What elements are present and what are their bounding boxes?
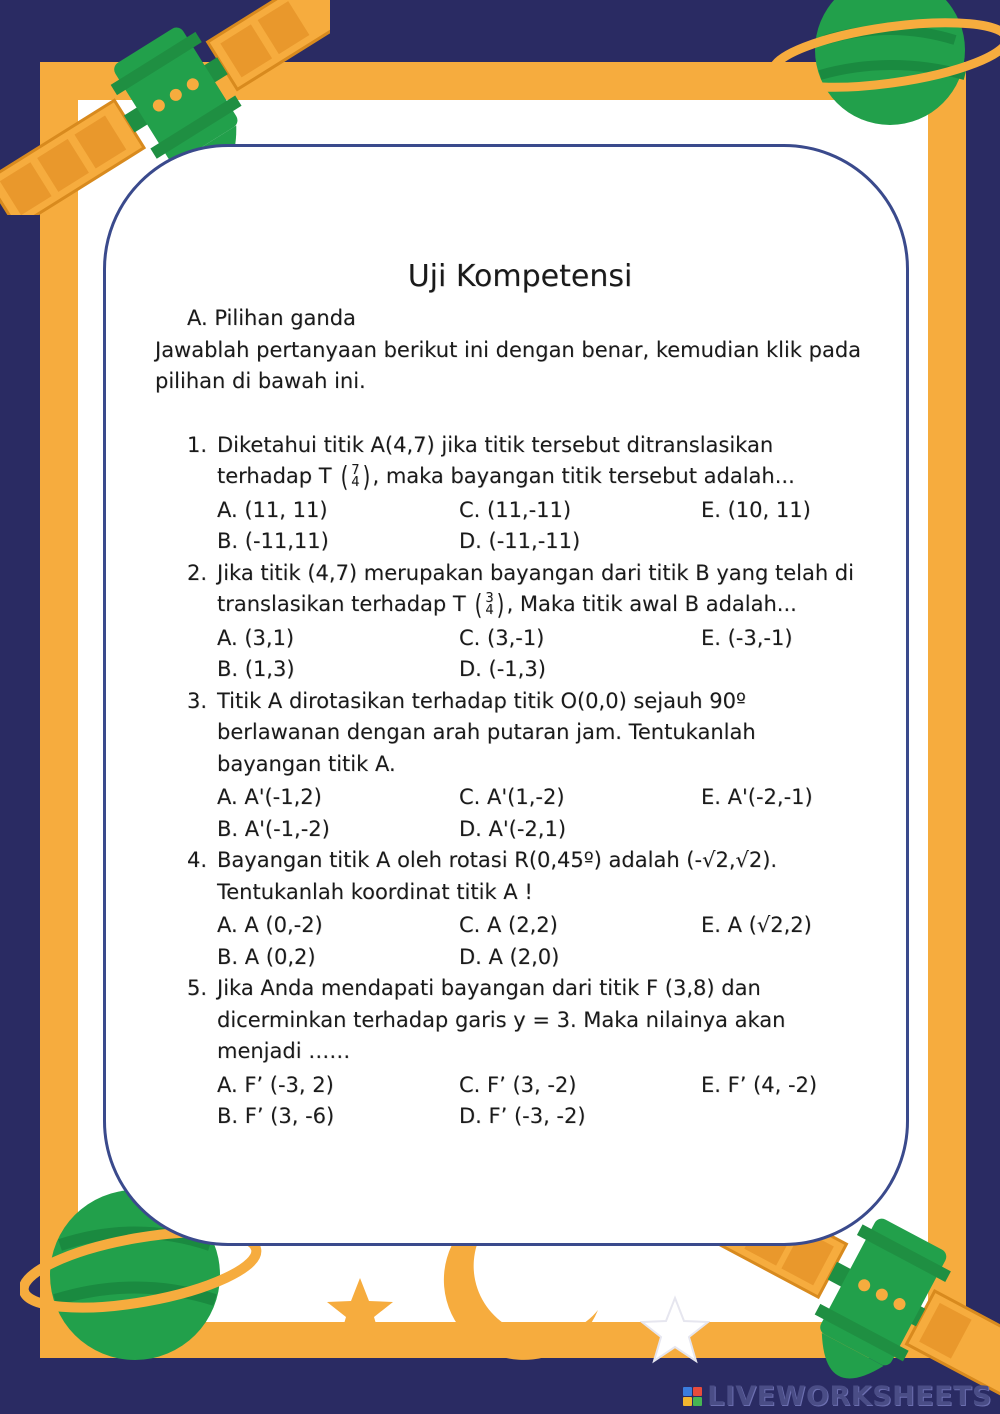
translation-vector: ( 3 4 ) (475, 588, 504, 621)
option-c[interactable]: C. A (2,2) (459, 913, 558, 937)
option-e[interactable]: E. F’ (4, -2) (701, 1072, 818, 1097)
option-a[interactable]: A. A'(-1,2) (217, 785, 322, 809)
option-b[interactable]: B. (1,3) (217, 657, 295, 681)
worksheet-content (155, 255, 875, 1133)
answer-options (217, 910, 875, 973)
question-5 (155, 973, 875, 1133)
question-text: Diketahui titik A(4,7) jika titik tersebut ditranslasikan terhadap T ( 7 4 ) , maka bayangan titik tersebut adalah... (217, 432, 795, 493)
option-c[interactable]: C. A'(1,-2) (459, 785, 565, 809)
question-2 (155, 558, 875, 686)
option-e[interactable]: E. A (√2,2) (701, 913, 812, 937)
question-3 (155, 686, 875, 846)
question-number: 1. (187, 432, 208, 457)
liveworksheets-logo-icon (683, 1387, 702, 1406)
option-c[interactable]: C. (3,-1) (459, 625, 545, 650)
option-a[interactable]: A. (3,1) (217, 625, 295, 650)
option-d[interactable]: D. (-1,3) (459, 657, 546, 681)
question-text: Bayangan titik A oleh rotasi R(0,45º) adalah (-√2,√2). Tentukanlah koordinat titik A ! (217, 848, 778, 904)
question-text: Jika titik (4,7) merupakan bayangan dari titik B yang telah di translasikan terhadap T ( 3 4 ) , Maka titik awal B adalah... (217, 560, 854, 621)
option-d[interactable]: D. A (2,0) (459, 944, 560, 969)
option-b[interactable]: B. A'(-1,-2) (217, 816, 330, 841)
liveworksheets-watermark (683, 1381, 992, 1412)
option-b[interactable]: B. A (0,2) (217, 944, 316, 969)
watermark-text: LIVEWORKSHEETS (707, 1381, 992, 1412)
option-d[interactable]: D. A'(-2,1) (459, 816, 567, 841)
planet-top-right-icon (770, 0, 1000, 135)
question-number: 4. (187, 848, 208, 872)
answer-options (217, 495, 875, 558)
question-number: 3. (187, 688, 208, 713)
question-text: Titik A dirotasikan terhadap titik O(0,0) sejauh 90º berlawanan dengan arah putaran jam. Tentukanlah bayangan titik A. (217, 688, 756, 776)
page-title: Uji Kompetensi (407, 259, 633, 294)
option-d[interactable]: D. (-11,-11) (459, 529, 581, 553)
option-a[interactable]: A. F’ (-3, 2) (217, 1072, 334, 1097)
instruction-text: Jawablah pertanyaan berikut ini dengan benar, kemudian klik pada pilihan di bawah ini. (155, 337, 862, 393)
answer-options (217, 1070, 875, 1133)
option-a[interactable]: A. (11, 11) (217, 497, 328, 522)
question-text: Jika Anda mendapati bayangan dari titik F (3,8) dan dicerminkan terhadap garis y = 3. Maka nilainya akan menjadi …… (217, 976, 786, 1063)
question-number: 5. (187, 976, 208, 1000)
option-c[interactable]: C. (11,-11) (459, 497, 572, 522)
option-d[interactable]: D. F’ (-3, -2) (459, 1104, 586, 1128)
option-b[interactable]: B. (-11,11) (217, 529, 329, 553)
answer-options (217, 782, 875, 845)
option-c[interactable]: C. F’ (3, -2) (459, 1072, 577, 1097)
option-e[interactable]: E. A'(-2,-1) (701, 785, 813, 809)
section-heading: A. Pilihan ganda (187, 306, 356, 330)
option-b[interactable]: B. F’ (3, -6) (217, 1104, 335, 1128)
option-e[interactable]: E. (-3,-1) (701, 625, 793, 650)
translation-vector: ( 7 4 ) (340, 460, 370, 493)
answer-options (217, 623, 875, 686)
star-orange-icon (325, 1275, 395, 1345)
option-a[interactable]: A. A (0,-2) (217, 913, 323, 937)
option-e[interactable]: E. (10, 11) (701, 497, 811, 522)
question-number: 2. (187, 560, 208, 585)
question-4 (155, 845, 875, 973)
question-1 (155, 430, 875, 558)
